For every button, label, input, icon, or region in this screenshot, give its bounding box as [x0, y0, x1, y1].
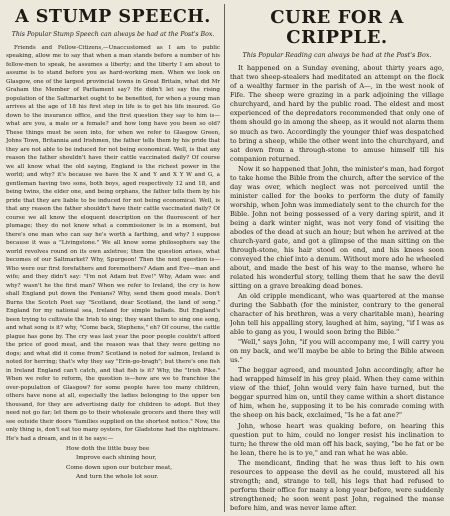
verse-line: Improve each shining hour, [76, 455, 157, 462]
stump-speech-title: A STUMP SPEECH. [15, 7, 211, 27]
cure-for-cripple-title: CURE FOR A CRIPPLE. [270, 7, 404, 48]
cure-paragraph: It happened on a Sunday evening, about thirty years ago, that two sheep-stealers had meditated an attempt on the flock of a wealthy farmer in the parish of A—, in the west nook of Fife. The sheep were grazing in a park adjoining the village churchyard, and hard by the public road. The eldest and most experienced of the depredators recommended that only one of them should go in among the sheep, as it would not alarm them so much as two. Accordingly the younger thief was despatched to bring a sheep, while the other went into the churchyard, and sat down from a through-stone to amuse himself till his companion returned. [230, 64, 444, 163]
cure-for-cripple-subtitle: This Popular Reading can always be had at the Post's Box. [242, 50, 432, 59]
column-divider [224, 4, 225, 512]
cure-paragraph: Now it so happened that John, the minister's man, had forgot to take home the Bible from the church, after the service of the day was over, which neglect was not perceived until the minister called for the books to perform the duty of family worship, when John was immediately sent to the church for the Bible. John not being possessed of a very daring spirit, and it being a dark winter night, was not very fond of visiting the abodes of the dead at such an hour; but when he arrived at the church-yard gate, and got a glimpse of the man sitting on the through-stone, his hair stood on end, and his knees soon conveyed the chief into a denum. Without more ado he wheeled about, and made the best of his way to the manse, where he related his wonderful story, telling them that he saw the devil sitting on a grave breaking dead bones. [230, 164, 444, 291]
verse-line: Come down upon our butcher meat, [66, 464, 173, 471]
verse-line: And turn the whole lot sour. [76, 473, 159, 480]
cure-paragraph: An old cripple mendicant, who was quartered at the manse during the Sabbath (for the minister, contrary to the general character of his brethren, was a very charitable man), hearing John tell his appalling story, laughed at him, saying, "if I was as able to gang as you, I would soon bring the Bible." [230, 292, 444, 337]
left-column [6, 6, 220, 512]
cure-for-cripple-body [230, 64, 444, 512]
right-column [230, 6, 444, 512]
cure-paragraph: John, whose heart was quaking before, on hearing this question put to him, could no longer resist his inclination to turn; he threw the old man off his back, saying, "be he fat or be he lean, there he is to ye," and ran what he was able. [230, 421, 444, 457]
stump-speech-subtitle: This Popular Stump Speech can always be had at the Post's Box. [11, 31, 215, 39]
stump-speech-body [6, 44, 220, 444]
cure-paragraph: "Well," says John, "if you will accompany me, I will carry you on my back, and we'll maybe be able to bring the Bible atween us." [230, 338, 444, 365]
stump-speech-paragraph: Friends and Fellow-Citizens,—Unaccustomed as I am to public speaking, allow me to say that when a man stands before a number of his fellow-men to speak, he assumes a liberty; and the liberty I am about to assume is to stand before you as hard-working men. When we look on Glasgow, one of the largest provincial towns in Great Britain, what did Mr Graham the Member of Parliament say? He didn't let say the rising population of the Saltmarket ought to be benefited, for when a young man arrives at the age of 18 his first step in life is to get his life insured. Go down to the insurance office, and the first question they say to him is—what are you, a male or a female? and how long have you been so old? These things must be seen into, for when we refer to Glasgow Green, Johns Town, Britannia and Irishmen, the father tells them by his pride that they are not able to be induced for not being economical. Well, is that any reason the father shouldn't have their cattle vaccinated daily? Of course we all know what the old saying, England is the richest power in the world; and why? it's because we have the X and Y and X Y W and G, a gentleman having two sons, both boys, aged respectively 12 and 18, and being twins, the elder one, and being orphans, the father tells them by his pride that they are liable to be induced for not being economical. Well, is that any reason the father shouldn't have their cattle vaccinated daily? Of course we all know the eloquent description on the fluorescent of her plumage; they do not know what a commissioner is in a moment, but there's one man who can say he's worth a farthing, and why? I suppose because it was a "Livingstone." We all know some philosophers say the world revolves round on its own axletree; then the question arises, what becomes of our Saltmarket? Why, Spurgeon! Then the next question is—Who were our first forefathers and foremothers? Adam and Eve—man and wife; and they didn't say: "I'm not Adam but Eve!" Why, Adam was: and why? wasn't he the first man? When we refer to Ireland, the cry is how shall England put down the Fenians? Why, send them good meals. Don't Burns the Scotch Poet say "Scotland, dear Scotland, the land of song." England for my national sea, Ireland for simple ballads. But England's been trying to cultivate the Irish to sing; they want them to sing one song, and what song is it? why, "Come back, Stephens," eh? Of course, the cattle plague has gone by. The cry was last year the poor people couldn't afford the price of good meat, and the reason was that they were getting no dogs; and what did it come from? Scotland is noted for salmon, Ireland is noted for herring; that's why they say "Erin-go-bragh"; but there's one fish in Ireland England can't catch, and that fish is it? Why, the "Irish Pike." When we refer to reform, the question is—how are we to franchise the over-population of Glasgow? for some people have too many children, others have none at all, especially the ladies belonging to the upper ten thousand, for they are advertising daily for children to adopt. But they need not go far; let them go to their wholesale grocers and there they will see outside their doors "families supplied on the shortest notice." Now, the only thing is, don't eat too many oysters, for Gladstone had the nightmare. He's had a dream, and in it he says:— [6, 44, 220, 442]
verse-line: How doth the little busy bee [66, 446, 150, 453]
cure-paragraph: The mendicant, finding that he was thus left to his own resources to appease the devil as he could, mustered all his strength; and, strange to tell, his legs that had refused to perform their office for many a long year before, were suddenly strengthened; he soon went past John, regained the manse before him, and was never lame after. [230, 458, 444, 512]
cure-paragraph: The beggar agreed, and mounted John accordingly, after he had wrapped himself in his grey plaid. When they came within view of the thief, John would very fain have turned, but the beggar spurred him on, until they came within a short distance of him, when he, supposing it to be his comrade coming with the sheep on his back, exclaimed, "Is he a fat ane?" [230, 366, 444, 420]
stump-speech-verse [6, 445, 220, 482]
